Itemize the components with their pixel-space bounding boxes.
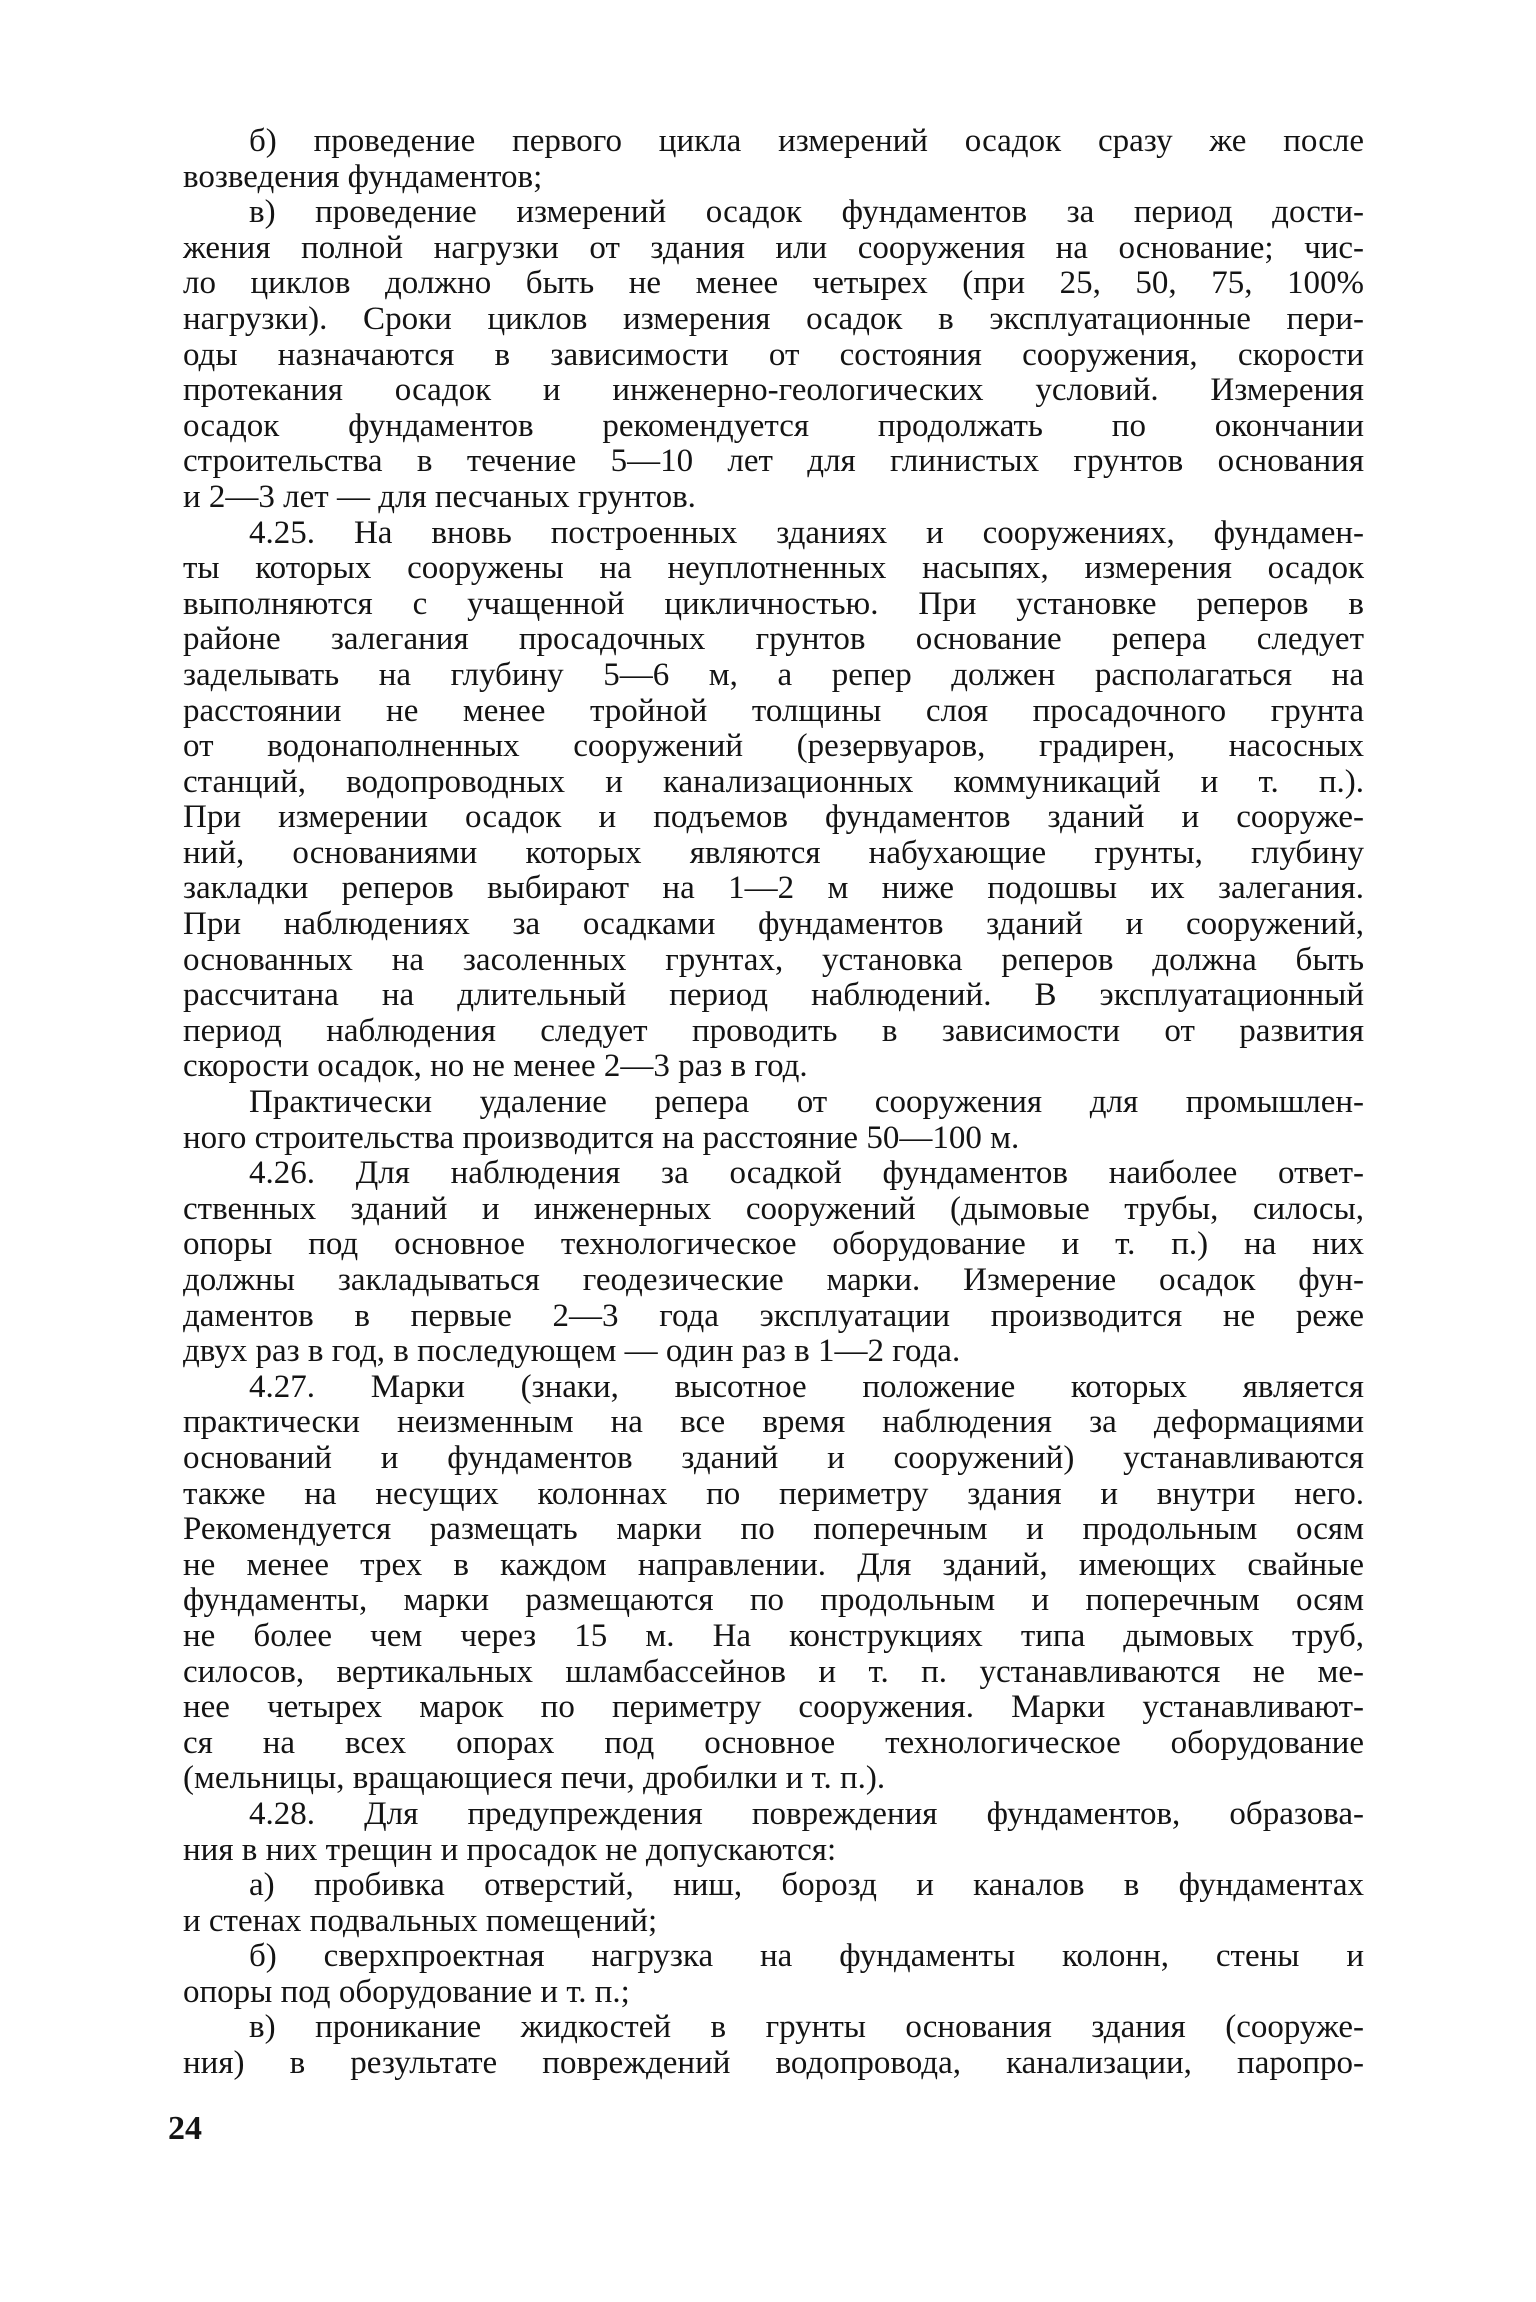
- text-line: нее четырех марок по периметру сооружения. Марки устанавливают-: [183, 1689, 1364, 1726]
- text-line: При измерении осадок и подъемов фундаментов зданий и сооруже-: [183, 799, 1364, 836]
- paragraph: [183, 195, 1364, 515]
- text-line: и 2—3 лет — для песчаных грунтов.: [183, 478, 696, 515]
- text-line: осадок фундаментов рекомендуется продолжать по окончании: [183, 407, 1364, 444]
- text-line: 4.27. Марки (знаки, высотное положение которых является: [249, 1368, 1364, 1405]
- text-line: фундаменты, марки размещаются по продольным и поперечным осям: [183, 1582, 1364, 1619]
- text-line: 4.25. На вновь построенных зданиях и сооружениях, фундамен-: [249, 514, 1364, 551]
- text-line: б) сверхпроектная нагрузка на фундаменты колонн, стены и: [249, 1938, 1364, 1975]
- text-line: опоры под оборудование и т. п.;: [183, 1973, 630, 2010]
- text-line: заделывать на глубину 5—6 м, а репер должен располагаться на: [183, 656, 1364, 693]
- text-line: основанных на засоленных грунтах, установка реперов должна быть: [183, 941, 1364, 978]
- paragraph: [183, 1939, 1364, 2010]
- text-line: также на несущих колоннах по периметру здания и внутри него.: [183, 1475, 1364, 1512]
- text-line: расстоянии не менее тройной толщины слоя просадочного грунта: [183, 692, 1364, 729]
- text-line: опоры под основное технологическое оборудование и т. п.) на них: [183, 1226, 1364, 1263]
- paragraph: [183, 1370, 1364, 1797]
- text-line: ственных зданий и инженерных сооружений (дымовые трубы, силосы,: [183, 1190, 1364, 1227]
- text-line: При наблюдениях за осадками фундаментов зданий и сооружений,: [183, 906, 1364, 943]
- text-line: 4.28. Для предупреждения повреждения фундаментов, образова-: [249, 1795, 1364, 1832]
- text-line: не более чем через 15 м. На конструкциях типа дымовых труб,: [183, 1617, 1364, 1654]
- text-line: ния) в результате повреждений водопровода, канализации, паропро-: [183, 2045, 1364, 2082]
- text-line: даментов в первые 2—3 года эксплуатации производится не реже: [183, 1297, 1364, 1334]
- text-line: ния в них трещин и просадок не допускаются:: [183, 1831, 837, 1868]
- text-line: двух раз в год, в последующем — один раз в 1—2 года.: [183, 1333, 961, 1370]
- paragraph: [183, 1156, 1364, 1370]
- text-line: в) проникание жидкостей в грунты основания здания (сооруже-: [249, 2009, 1364, 2046]
- text-line: оды назначаются в зависимости от состояния сооружения, скорости: [183, 336, 1364, 373]
- paragraph: [183, 124, 1364, 195]
- text-line: жения полной нагрузки от здания или сооружения на основание; чис-: [183, 229, 1364, 266]
- paragraph: [183, 1797, 1364, 1868]
- text-line: нагрузки). Сроки циклов измерения осадок в эксплуатационные пери-: [183, 300, 1364, 337]
- text-line: протекания осадок и инженерно-геологических условий. Измерения: [183, 372, 1364, 409]
- text-line: скорости осадок, но не менее 2—3 раз в год.: [183, 1048, 808, 1085]
- text-line: станций, водопроводных и канализационных коммуникаций и т. п.).: [183, 763, 1364, 800]
- text-line: в) проведение измерений осадок фундаментов за период дости-: [249, 194, 1364, 231]
- text-line: ся на всех опорах под основное технологическое оборудование: [183, 1724, 1364, 1761]
- text-line: а) пробивка отверстий, ниш, борозд и каналов в фундаментах: [249, 1867, 1364, 1904]
- text-line: Рекомендуется размещать марки по поперечным и продольным осям: [183, 1511, 1364, 1548]
- text-line: рассчитана на длительный период наблюдений. В эксплуатационный: [183, 977, 1364, 1014]
- paragraph: [183, 2010, 1364, 2081]
- text-line: от водонаполненных сооружений (резервуаров, градирен, насосных: [183, 728, 1364, 765]
- text-line: возведения фундаментов;: [183, 158, 543, 195]
- text-line: Практически удаление репера от сооружения для промышлен-: [249, 1084, 1364, 1121]
- paragraph: [183, 1868, 1364, 1939]
- text-line: строительства в течение 5—10 лет для глинистых грунтов основания: [183, 443, 1364, 480]
- text-line: ло циклов должно быть не менее четырех (при 25, 50, 75, 100%: [183, 265, 1364, 302]
- text-line: оснований и фундаментов зданий и сооружений) устанавливаются: [183, 1439, 1364, 1476]
- text-line: ты которых сооружены на неуплотненных насыпях, измерения осадок: [183, 550, 1364, 587]
- text-line: выполняются с учащенной цикличностью. При установке реперов в: [183, 585, 1364, 622]
- text-line: (мельницы, вращающиеся печи, дробилки и т. п.).: [183, 1760, 886, 1797]
- text-line: ного строительства производится на расстояние 50—100 м.: [183, 1119, 1020, 1156]
- text-line: 4.26. Для наблюдения за осадкой фундаментов наиболее ответ-: [249, 1155, 1364, 1192]
- text-line: практически неизменным на все время наблюдения за деформациями: [183, 1404, 1364, 1441]
- text-line: районе залегания просадочных грунтов основание репера следует: [183, 621, 1364, 658]
- document-body: [183, 124, 1364, 2082]
- text-line: и стенах подвальных помещений;: [183, 1902, 658, 1939]
- text-line: период наблюдения следует проводить в зависимости от развития: [183, 1012, 1364, 1049]
- paragraph: [183, 516, 1364, 1086]
- text-line: не менее трех в каждом направлении. Для зданий, имеющих свайные: [183, 1546, 1364, 1583]
- text-line: ний, основаниями которых являются набухающие грунты, глубину: [183, 834, 1364, 871]
- paragraph: [183, 1085, 1364, 1156]
- text-line: должны закладываться геодезические марки. Измерение осадок фун-: [183, 1262, 1364, 1298]
- page-number: 24: [168, 2110, 202, 2147]
- text-line: силосов, вертикальных шламбассейнов и т. п. устанавливаются не ме-: [183, 1653, 1364, 1690]
- text-line: закладки реперов выбирают на 1—2 м ниже подошвы их залегания.: [183, 870, 1364, 907]
- text-line: б) проведение первого цикла измерений осадок сразу же после: [249, 123, 1364, 159]
